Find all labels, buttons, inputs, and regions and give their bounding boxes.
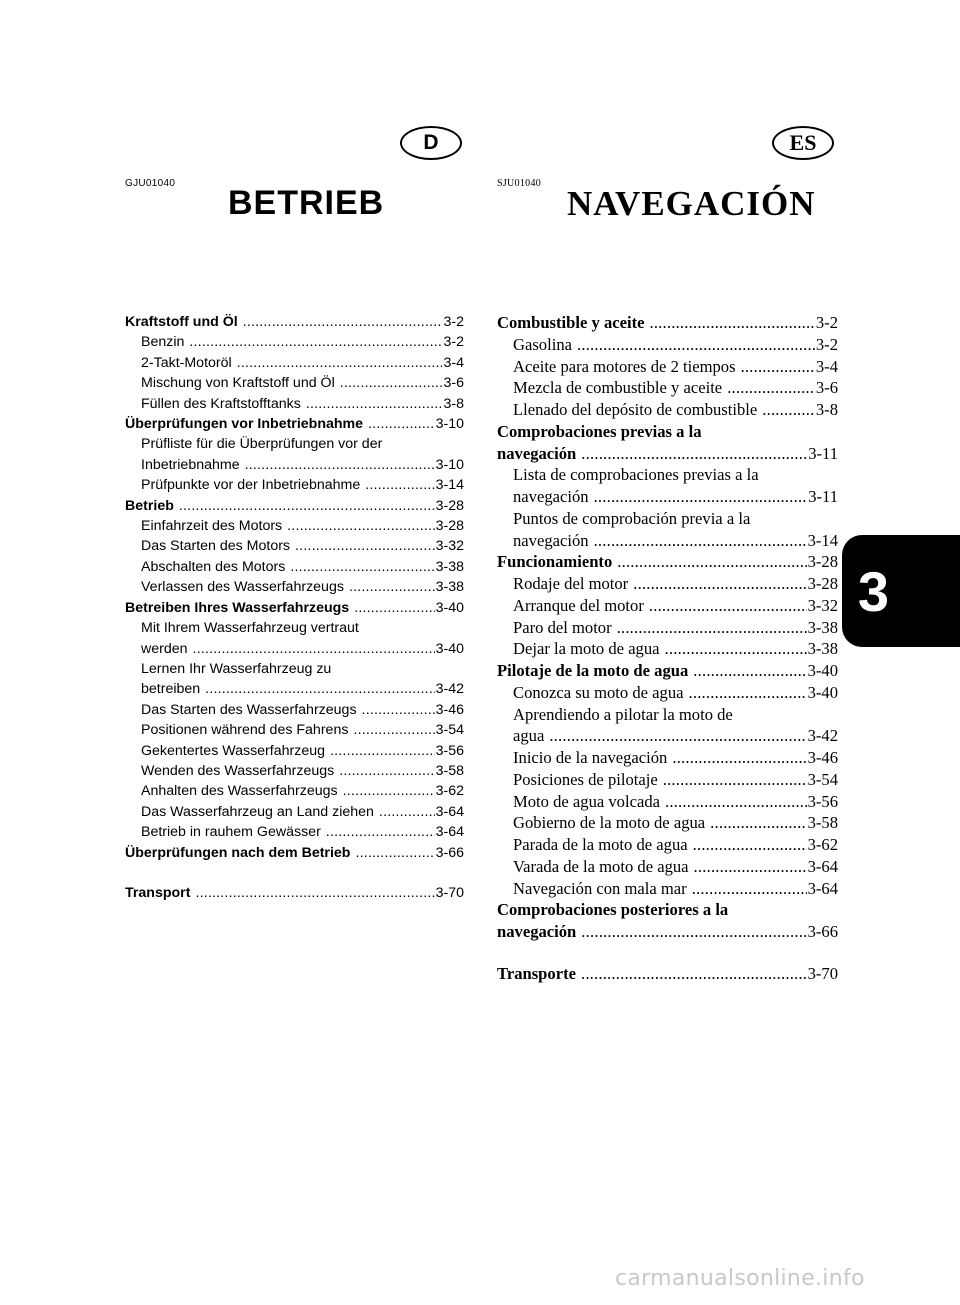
toc-subsection-entry[interactable] [497, 704, 838, 726]
toc-entry-label: Betreiben Ihres Wasserfahrzeugs [125, 599, 350, 616]
toc-subsection-entry[interactable] [125, 434, 464, 454]
toc-dot-leader [379, 802, 435, 822]
toc-entry-label: Prüfpunkte vor der Inbetriebnahme [141, 477, 361, 494]
toc-entry-label: Dejar la moto de agua [513, 639, 660, 659]
toc-dot-leader [617, 551, 806, 573]
language-badge-de [400, 126, 462, 160]
section-code-de: GJU01040 [125, 178, 176, 189]
toc-dot-leader [340, 373, 443, 393]
toc-dot-leader [290, 557, 434, 577]
toc-page-number: 3-70 [435, 884, 464, 901]
toc-subsection-entry[interactable] [497, 486, 838, 508]
toc-section-entry[interactable] [125, 843, 464, 863]
toc-dot-leader [326, 822, 435, 842]
toc-entry-label: Arranque del motor [513, 595, 644, 615]
toc-subsection-entry[interactable] [125, 618, 464, 638]
toc-page-number: 3-32 [435, 538, 464, 555]
toc-entry-label: Puntos de comprobación previa a la [513, 508, 751, 528]
toc-subsection-entry[interactable] [497, 856, 838, 878]
toc-subsection-entry[interactable] [125, 516, 464, 536]
toc-entry-label: Benzin [141, 334, 185, 351]
toc-page-number: 3-2 [815, 313, 838, 332]
toc-dot-leader [205, 679, 434, 699]
chapter-title-es: NAVEGACIÓN [567, 184, 816, 223]
toc-subsection-entry[interactable] [125, 822, 464, 842]
toc-entry-label: Parada de la moto de agua [513, 835, 688, 854]
toc-entry-label: Moto de agua volcada [513, 791, 660, 811]
toc-page-number: 3-38 [435, 558, 464, 575]
toc-dot-leader [237, 353, 443, 373]
toc-page-number: 3-4 [815, 356, 838, 376]
toc-dot-leader [741, 356, 815, 378]
toc-dot-leader [693, 834, 807, 856]
toc-entry-label: Überprüfungen vor Inbetriebnahme [125, 416, 364, 433]
toc-page-number: 3-2 [443, 314, 464, 330]
toc-subsection-entry[interactable] [497, 573, 838, 595]
toc-page-number: 3-38 [435, 579, 464, 596]
section-code-es: SJU01040 [497, 178, 542, 189]
toc-page-number: 3-14 [435, 477, 464, 494]
toc-entry-label: Varada de la moto de agua [513, 856, 689, 876]
toc-entry-label: werden [141, 640, 188, 657]
toc-page-number: 3-40 [435, 640, 464, 657]
chapter-title-de: BETRIEB [228, 184, 385, 222]
toc-dot-leader [692, 878, 807, 900]
chapter-tab [842, 535, 960, 647]
table-of-contents-de [125, 312, 464, 903]
toc-entry-label: Lernen Ihr Wasserfahrzeug zu [141, 660, 332, 677]
toc-dot-leader [693, 660, 806, 682]
watermark: carmanualsonline.info [615, 1266, 865, 1291]
toc-dot-leader [649, 312, 814, 334]
toc-dot-leader [189, 332, 442, 352]
toc-entry-label: Llenado del depósito de combustible [513, 400, 758, 419]
toc-dot-leader [581, 443, 807, 465]
toc-page-number: 3-6 [815, 378, 838, 398]
toc-entry-label: Aceite para motores de 2 tiempos [513, 356, 736, 376]
language-badge-es [772, 126, 834, 160]
toc-page-number: 3-66 [435, 844, 464, 861]
toc-dot-leader [287, 516, 434, 536]
toc-subsection-entry[interactable] [497, 530, 838, 552]
toc-page-number: 3-64 [807, 856, 838, 876]
toc-entry-label: Pilotaje de la moto de agua [497, 661, 689, 680]
toc-subsection-entry[interactable] [125, 557, 464, 577]
toc-subsection-entry[interactable] [497, 334, 838, 356]
toc-dot-leader [179, 496, 435, 516]
toc-subsection-entry[interactable] [497, 595, 838, 617]
toc-page-number: 3-64 [435, 803, 464, 820]
toc-entry-label: Das Starten des Wasserfahrzeugs [141, 701, 357, 718]
toc-subsection-entry[interactable] [497, 377, 838, 399]
toc-subsection-entry[interactable] [125, 720, 464, 740]
toc-subsection-entry[interactable] [125, 394, 464, 414]
toc-page-number: 3-8 [443, 395, 464, 412]
toc-entry-label: 2-Takt-Motoröl [141, 354, 232, 371]
toc-section-entry[interactable] [125, 598, 464, 618]
toc-subsection-entry[interactable] [497, 508, 838, 530]
toc-subsection-entry[interactable] [497, 617, 838, 639]
toc-subsection-entry[interactable] [497, 638, 838, 660]
toc-page-number: 3-46 [807, 748, 838, 767]
toc-dot-leader [368, 414, 435, 434]
toc-entry-label: Wenden des Wasserfahrzeugs [141, 762, 335, 779]
toc-page-number: 3-2 [443, 334, 464, 351]
toc-entry-label: Lista de comprobaciones previas a la [513, 465, 759, 485]
toc-entry-label: Abschalten des Motors [141, 558, 286, 575]
toc-entry-label: Einfahrzeit des Motors [141, 518, 283, 535]
toc-entry-label: Conozca su moto de agua [513, 682, 684, 702]
toc-dot-leader [306, 394, 443, 414]
toc-dot-leader [689, 682, 807, 704]
toc-page-number: 3-58 [807, 813, 838, 833]
toc-page-number: 3-54 [807, 769, 838, 789]
toc-subsection-entry[interactable] [497, 747, 838, 769]
toc-subsection-entry[interactable] [125, 700, 464, 720]
toc-subsection-entry[interactable] [125, 536, 464, 556]
toc-page-number: 3-66 [807, 922, 838, 941]
toc-entry-label: Verlassen des Wasserfahrzeugs [141, 579, 344, 596]
toc-subsection-entry[interactable] [125, 353, 464, 373]
toc-subsection-entry[interactable] [125, 475, 464, 495]
toc-entry-label: Comprobaciones previas a la [497, 421, 702, 441]
toc-page-number: 3-62 [435, 783, 464, 800]
language-badge-es-label: ES [789, 130, 817, 155]
toc-page-number: 3-64 [807, 878, 838, 898]
toc-page-number: 3-4 [443, 354, 464, 371]
toc-dot-leader [581, 921, 806, 943]
toc-dot-leader [694, 856, 807, 878]
toc-entry-label: Füllen des Kraftstofftanks [141, 395, 301, 412]
toc-entry-label: Inicio de la navegación [513, 748, 668, 767]
toc-dot-leader [710, 812, 806, 834]
toc-entry-label: navegación [497, 922, 577, 941]
toc-dot-leader [581, 963, 807, 985]
toc-entry-label: Gasolina [513, 334, 572, 354]
toc-dot-leader [353, 720, 434, 740]
toc-entry-label: navegación [513, 487, 589, 506]
toc-subsection-entry[interactable] [125, 802, 464, 822]
toc-dot-leader [633, 573, 806, 595]
toc-dot-leader [362, 700, 435, 720]
toc-dot-leader [617, 617, 807, 639]
toc-page-number: 3-58 [435, 762, 464, 779]
toc-dot-leader [330, 741, 435, 761]
toc-dot-leader [243, 312, 443, 332]
toc-dot-leader [727, 377, 815, 399]
toc-entry-label: Posiciones de pilotaje [513, 769, 658, 789]
toc-section-entry[interactable] [497, 312, 838, 334]
toc-subsection-entry[interactable] [125, 659, 464, 679]
toc-subsection-entry[interactable] [497, 834, 838, 856]
toc-subsection-entry[interactable] [497, 769, 838, 791]
toc-section-entry[interactable] [497, 963, 838, 985]
toc-section-entry[interactable] [497, 921, 838, 943]
toc-subsection-entry[interactable] [125, 761, 464, 781]
toc-entry-label: Paro del motor [513, 617, 612, 637]
toc-entry-label: Betrieb in rauhem Gewässer [141, 824, 321, 841]
toc-entry-label: navegación [513, 530, 589, 550]
toc-subsection-entry[interactable] [497, 812, 838, 834]
toc-dot-leader [195, 883, 434, 903]
toc-page-number: 3-32 [807, 595, 838, 615]
toc-dot-leader [665, 638, 807, 660]
toc-subsection-entry[interactable] [497, 682, 838, 704]
toc-section-entry[interactable] [125, 496, 464, 516]
toc-page-number: 3-38 [807, 639, 838, 659]
toc-section-entry[interactable] [497, 443, 838, 465]
toc-subsection-entry[interactable] [497, 356, 838, 378]
toc-page-number: 3-28 [807, 552, 838, 572]
toc-page-number: 3-62 [807, 835, 838, 854]
toc-page-number: 3-14 [807, 530, 838, 550]
toc-section-entry[interactable] [125, 312, 464, 332]
toc-subsection-entry[interactable] [497, 725, 838, 747]
toc-dot-leader [339, 761, 434, 781]
toc-subsection-entry[interactable] [125, 577, 464, 597]
toc-entry-label: navegación [497, 443, 577, 463]
toc-entry-label: Transport [125, 884, 191, 901]
toc-dot-leader [649, 595, 807, 617]
toc-entry-label: Positionen während des Fahrens [141, 722, 349, 739]
toc-subsection-entry[interactable] [497, 878, 838, 900]
toc-dot-leader [245, 455, 435, 475]
toc-page-number: 3-70 [807, 963, 838, 983]
toc-entry-label: Transporte [497, 963, 576, 983]
toc-subsection-entry[interactable] [125, 455, 464, 475]
toc-page-number: 3-28 [807, 574, 838, 593]
toc-page-number: 3-10 [435, 416, 464, 433]
toc-subsection-entry[interactable] [497, 399, 838, 421]
toc-entry-label: Mit Ihrem Wasserfahrzeug vertraut [141, 620, 359, 637]
toc-section-entry[interactable] [125, 414, 464, 434]
toc-page-number: 3-54 [435, 722, 464, 739]
toc-page-number: 3-40 [435, 599, 464, 616]
toc-dot-leader [549, 725, 806, 747]
toc-entry-label: Comprobaciones posteriores a la [497, 900, 729, 920]
toc-section-entry[interactable] [497, 551, 838, 573]
toc-entry-label: Aprendiendo a pilotar la moto de [513, 704, 733, 724]
toc-entry-label: Navegación con mala mar [513, 878, 687, 898]
toc-dot-leader [365, 475, 434, 495]
toc-entry-label: Überprüfungen nach dem Betrieb [125, 844, 351, 861]
toc-section-entry[interactable] [497, 421, 838, 443]
toc-entry-label: Inbetriebnahme [141, 456, 240, 473]
toc-entry-label: agua [513, 726, 545, 746]
toc-entry-label: Funcionamiento [497, 552, 613, 572]
toc-dot-leader [354, 598, 434, 618]
toc-entry-label: Mischung von Kraftstoff und Öl [141, 375, 335, 392]
toc-page-number: 3-28 [435, 497, 464, 514]
toc-subsection-entry[interactable] [125, 373, 464, 393]
toc-dot-leader [193, 639, 435, 659]
toc-entry-label: Combustible y aceite [497, 313, 645, 332]
language-badge-de-label: D [423, 131, 439, 154]
toc-section-entry[interactable] [497, 899, 838, 921]
toc-entry-label: Anhalten des Wasserfahrzeugs [141, 783, 338, 800]
toc-page-number: 3-56 [807, 791, 838, 811]
toc-dot-leader [594, 486, 808, 508]
toc-dot-leader [665, 791, 807, 813]
toc-page-number: 3-64 [435, 824, 464, 841]
toc-section-entry[interactable] [125, 883, 464, 903]
toc-subsection-entry[interactable] [125, 741, 464, 761]
toc-dot-leader [349, 577, 435, 597]
toc-entry-label: Rodaje del motor [513, 574, 629, 593]
toc-entry-label: Betrieb [125, 497, 174, 514]
toc-page-number: 3-6 [443, 375, 464, 392]
toc-page-number: 3-42 [435, 681, 464, 698]
toc-dot-leader [762, 399, 815, 421]
toc-page-number: 3-40 [807, 661, 838, 680]
toc-entry-label: Das Wasserfahrzeug an Land ziehen [141, 803, 374, 820]
toc-page-number: 3-40 [807, 682, 838, 702]
table-of-contents-es [497, 312, 838, 985]
toc-entry-label: betreiben [141, 681, 201, 698]
toc-subsection-entry[interactable] [125, 639, 464, 659]
toc-subsection-entry[interactable] [497, 464, 838, 486]
toc-dot-leader [295, 536, 435, 556]
toc-subsection-entry[interactable] [125, 332, 464, 352]
toc-page-number: 3-11 [808, 443, 838, 463]
toc-page-number: 3-56 [435, 742, 464, 759]
toc-subsection-entry[interactable] [125, 679, 464, 699]
toc-entry-label: Das Starten des Motors [141, 538, 291, 555]
toc-entry-label: Kraftstoff und Öl [125, 314, 238, 330]
toc-dot-leader [672, 747, 806, 769]
toc-section-entry[interactable] [497, 660, 838, 682]
toc-dot-leader [577, 334, 815, 356]
toc-dot-leader [355, 843, 434, 863]
chapter-tab-number: 3 [857, 559, 890, 623]
toc-page-number: 3-42 [807, 726, 838, 746]
toc-page-number: 3-10 [435, 456, 464, 473]
toc-entry-label: Gobierno de la moto de agua [513, 813, 706, 833]
toc-entry-label: Gekentertes Wasserfahrzeug [141, 742, 325, 759]
toc-dot-leader [663, 769, 807, 791]
toc-page-number: 3-28 [435, 518, 464, 535]
toc-page-number: 3-46 [435, 701, 464, 718]
toc-page-number: 3-2 [815, 334, 838, 354]
toc-page-number: 3-38 [807, 617, 838, 637]
toc-dot-leader [343, 781, 435, 801]
toc-page-number: 3-8 [815, 400, 838, 419]
toc-subsection-entry[interactable] [125, 781, 464, 801]
toc-subsection-entry[interactable] [497, 791, 838, 813]
toc-dot-leader [594, 530, 807, 552]
toc-entry-label: Prüfliste für die Überprüfungen vor der [141, 436, 383, 453]
toc-page-number: 3-11 [808, 487, 838, 506]
toc-entry-label: Mezcla de combustible y aceite [513, 378, 723, 398]
